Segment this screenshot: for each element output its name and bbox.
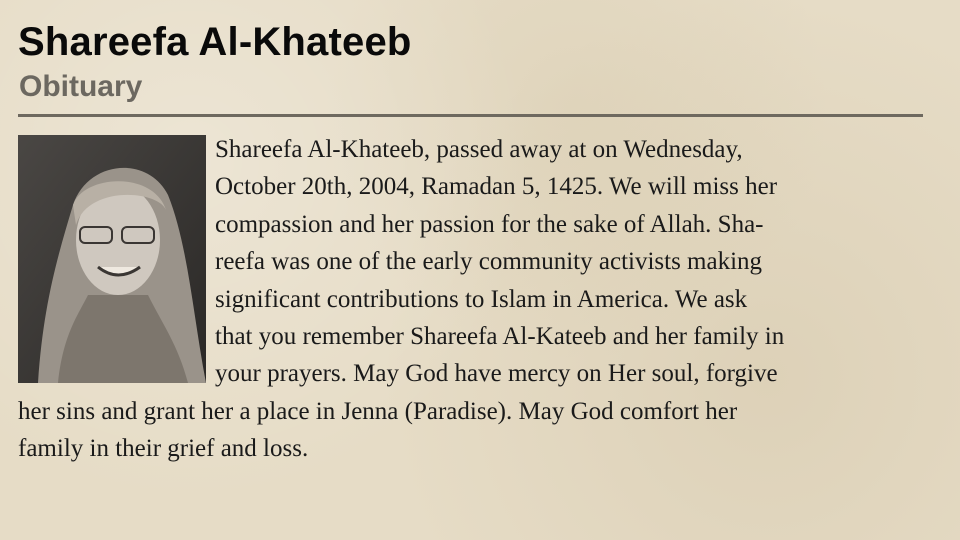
text-line: family in their grief and loss.: [18, 435, 309, 463]
text-line: compassion and her passion for the sake of Allah. Sha-: [215, 210, 764, 238]
text-line: her sins and grant her a place in Jenna (Paradise). May God comfort her: [18, 397, 738, 425]
page-subtitle: Obituary: [19, 70, 143, 103]
text-line: your prayers. May God have mercy on Her soul, forgive: [215, 360, 778, 388]
text-line: that you remember Shareefa Al-Kateeb and her family in: [215, 323, 785, 351]
text-line: reefa was one of the early community activists making: [215, 248, 763, 276]
page-title: Shareefa Al-Khateeb: [18, 20, 412, 64]
text-line: significant contributions to Islam in America. We ask: [215, 285, 748, 313]
obituary-text: [18, 131, 928, 468]
text-line: October 20th, 2004, Ramadan 5, 1425. We will miss her: [215, 173, 778, 201]
divider: [18, 114, 923, 117]
text-line: Shareefa Al-Khateeb, passed away at on Wednesday,: [215, 136, 743, 163]
